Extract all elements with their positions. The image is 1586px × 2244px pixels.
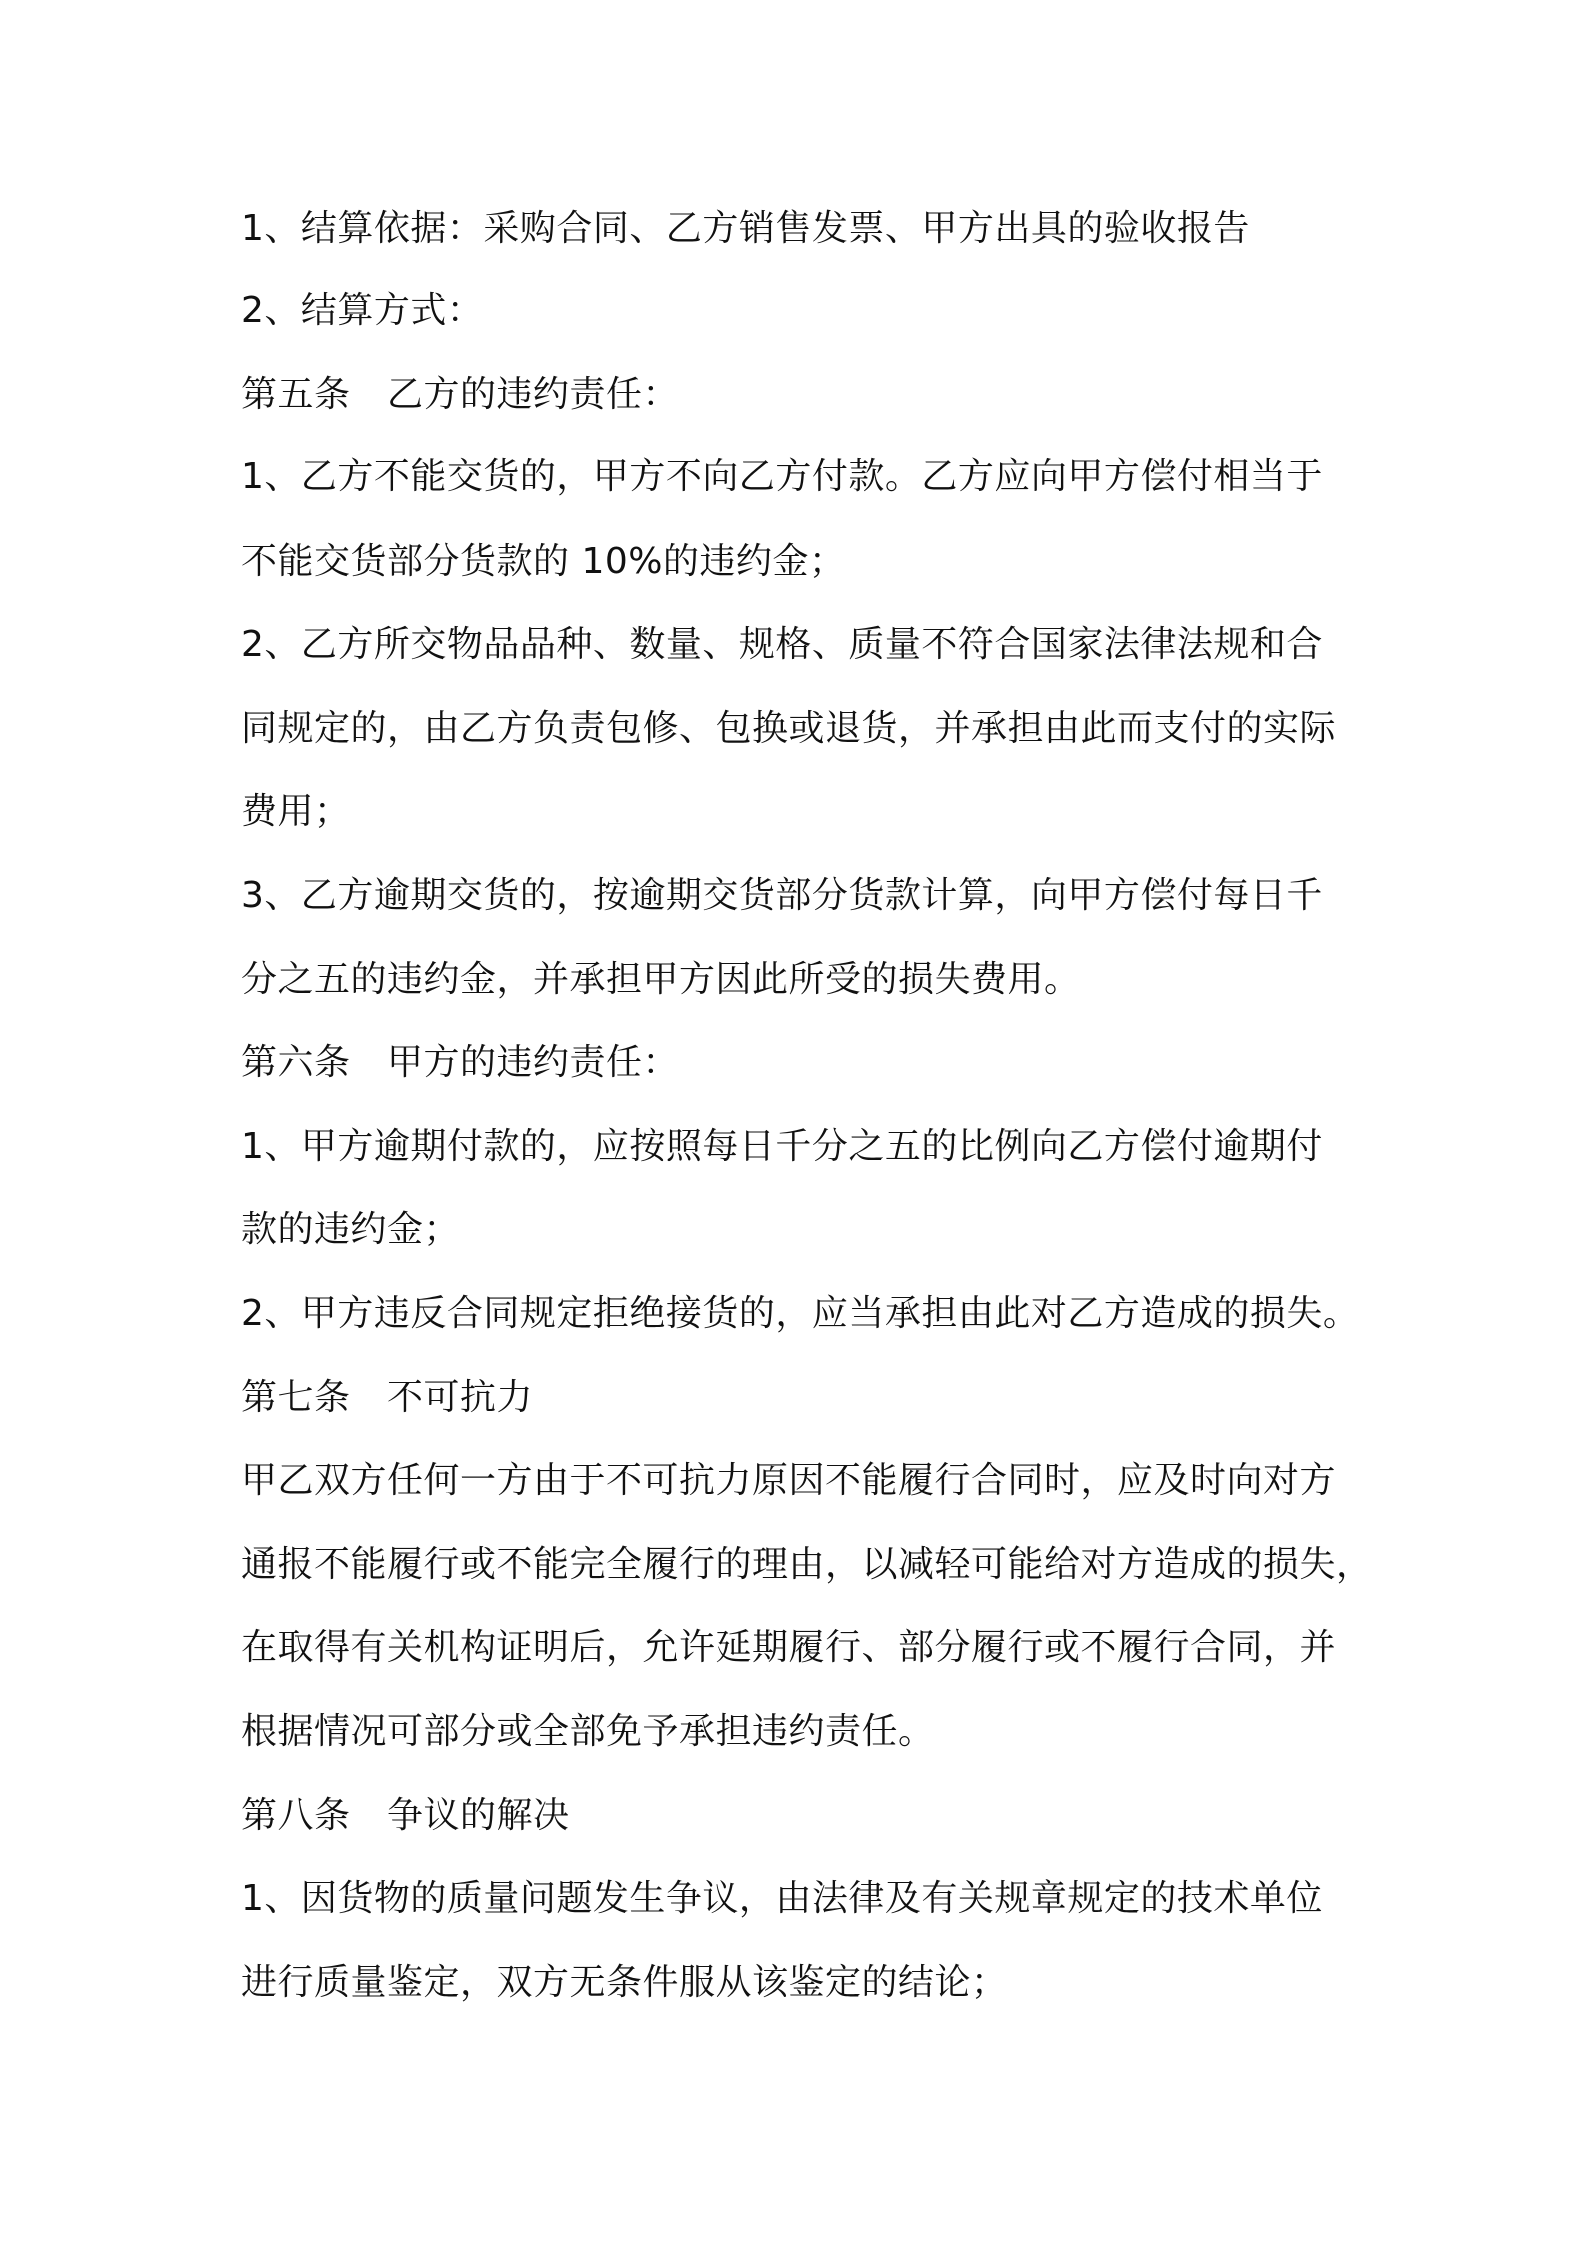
article-five-heading: 第五条 乙方的违约责任： [241,374,680,415]
paragraph-line: 3、乙方逾期交货的，按逾期交货部分货款计算，向甲方偿付每日千 [241,875,1323,916]
paragraph-line: 2、甲方违反合同规定拒绝接货的，应当承担由此对乙方造成的损失。 [241,1293,1360,1334]
paragraph-line: 1、因货物的质量问题发生争议，由法律及有关规章规定的技术单位 [241,1878,1323,1919]
paragraph-line: 同规定的，由乙方负责包修、包换或退货，并承担由此而支付的实际 [241,708,1337,749]
paragraph-line: 在取得有关机构证明后，允许延期履行、部分履行或不履行合同，并 [241,1627,1337,1668]
paragraph-line: 甲乙双方任何一方由于不可抗力原因不能履行合同时，应及时向对方 [241,1460,1337,1501]
article-seven-heading: 第七条 不可抗力 [241,1377,534,1418]
paragraph-line: 分之五的违约金，并承担甲方因此所受的损失费用。 [241,959,1081,1000]
paragraph-line: 不能交货部分货款的 10%的违约金； [241,541,846,582]
article-six-heading: 第六条 甲方的违约责任： [241,1042,680,1083]
paragraph-line: 款的违约金； [241,1209,461,1250]
paragraph-line: 1、乙方不能交货的，甲方不向乙方付款。乙方应向甲方偿付相当于 [241,456,1323,497]
paragraph-line: 1、甲方逾期付款的，应按照每日千分之五的比例向乙方偿付逾期付 [241,1126,1323,1167]
paragraph-line: 进行质量鉴定，双方无条件服从该鉴定的结论； [241,1962,1008,2003]
paragraph-line: 2、乙方所交物品品种、数量、规格、质量不符合国家法律法规和合 [241,624,1323,665]
settlement-method-line: 2、结算方式： [241,290,484,331]
settlement-basis-line: 1、结算依据：采购合同、乙方销售发票、甲方出具的验收报告 [241,208,1250,249]
article-eight-heading: 第八条 争议的解决 [241,1795,570,1836]
paragraph-line: 费用； [241,791,351,832]
paragraph-line: 通报不能履行或不能完全履行的理由，以减轻可能给对方造成的损失， [241,1544,1373,1585]
paragraph-line: 根据情况可部分或全部免予承担违约责任。 [241,1711,935,1752]
